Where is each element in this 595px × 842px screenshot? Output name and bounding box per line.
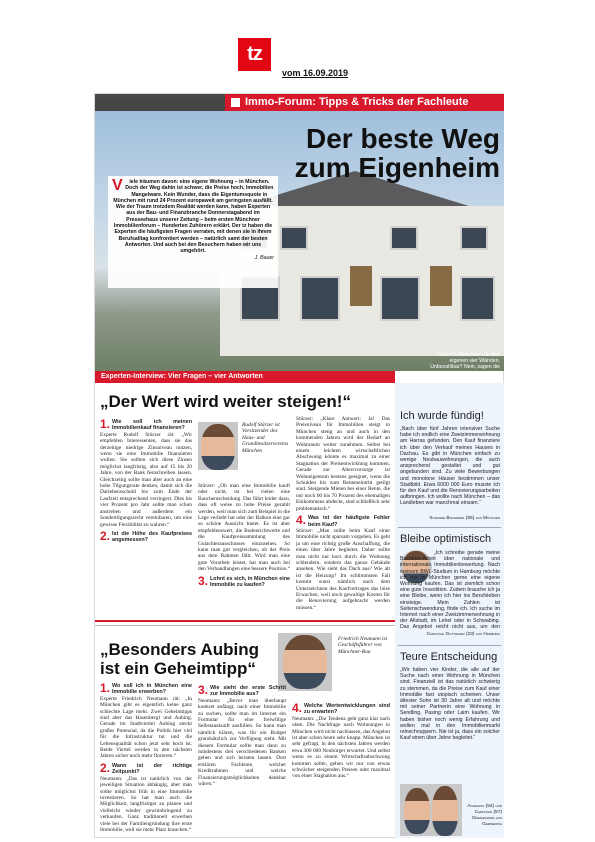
answer: Neumann: „Die Tendenz geht ganz klar nach oben. Die Nachfrage nach Wohnungen in München wird nicht nachlassen, das Angebot ist aber schon heute sehr knapp. München ist sehr gefragt, in den nächsten Jahren werden etwa 300 000 Neubürger erwartet. Und selbst wenn es zu einem Wirtschaftsabschwung kommen sollte, gehen wir nur von etwas schwächer steigenden Preisen oder maximal von einer Stagnation aus.“	[292, 715, 390, 780]
headline	[236, 124, 500, 182]
hero-caption-text: Leben in München – in den eigenen vier Wänden. Unbezahlbar? Nein, sagen die Experten	[430, 352, 500, 377]
interview2-col3	[292, 700, 390, 836]
headline-line-2: zum Eigenheim	[294, 152, 500, 183]
answer: Stürzer: „Man sollte beim Kauf einer Immobilie nicht sparsam vorgehen. Es geht ja um eine richtig große Anschaffung, die einen über Jahre begleitet. Daher sollte man nicht nur kurz durch die Wohnung schlendern, sondern das ganze Gebäude ansehen. Wie sieht das Dach aus? Wie alt ist die Heizung? Im schlimmsten Fall kommt sonst nämlich nach dem Unterzeichnen des Kaufvertrages das böse Erwachen, weil noch gewaltige Kosten für die Renovierung aufgebracht werden müssen.“	[296, 527, 390, 611]
answer: Stürzer: „Ob man eine Immobilie kauft oder nicht, ist bei vielen eine Bauchentscheidung. Das führt leider dazu, dass oft weise zu hohe Preise gezahlt werden, weil man sich zum Beispiel in die Lage verliebt hat oder der Balkon eine gar so schöne Aussicht bietet. Es ist aber empfehlenswert, die Bodenrichtwerte und die Kaufpreissammlung des Gutachterausschusses einzusehen. So kann man gut vergleichen, ob der Preis aus dem Rahmen fällt. Wird man eine gute Vorarbeit leistet, hat man auch bei den Verhandlungen eine bessere Position.“	[198, 483, 290, 573]
sidebar-title-1: Ich wurde fündig!	[400, 410, 484, 422]
interview2-headline-line-1: „Besonders Aubing	[100, 640, 259, 659]
interview2-headline-line-2: ist ein Geheimtipp“	[100, 659, 256, 678]
section-divider	[95, 620, 395, 622]
window	[460, 276, 495, 321]
hero-caption	[424, 352, 500, 383]
window	[300, 276, 340, 321]
question: 2. Ist die Höhe des Kaufpreises angemessen?	[100, 528, 192, 544]
intro-dropcap: V	[112, 177, 123, 194]
interview2-col2	[198, 682, 286, 836]
section-header: Immo-Forum: Tipps & Tricks der Fachleute	[225, 94, 504, 111]
sidebar-title-2: Bleibe optimistisch	[400, 533, 492, 545]
couple-photo	[400, 784, 462, 836]
section-divider	[95, 625, 395, 626]
question: 4. Was ist der häufigste Fehler beim Kauf?	[296, 513, 390, 528]
question: 3. Wie sieht der erste Schritt zur Immobilie aus?	[198, 683, 286, 698]
portrait-caption: Rudolf Stürzer ist Vorsitzender des Haus- und Grundbesitzervereins München	[242, 422, 289, 454]
photo-credit: F. Schmidbuber	[470, 376, 500, 382]
publication-date: vom 16.09.2019	[282, 68, 349, 78]
question: 4. Welche Wertentwicklungen sind zu erwarten?	[292, 701, 390, 716]
intro-box	[108, 176, 278, 288]
sidebar-text-2: „Ich schreibe gerade meine Bachelor-Arbeit über nationale und internationale Immobilienbewertung. Nach meinem BWL-Studium in Hamburg möchte ich mir in München gerne eine eigene Wohnung kaufen. Das ist ziemlich schon eine gute Investition. Zudem brauche ich ja eine Bleibe, wenn ich hier ins Berufsleben einsteige. Mein Zahlen ist Seitenschwendung, finde ich. Ich suche im Internet nach einer Zweizimmerwohnung in der Altstadt, im Lehel oder in Schwabing. Das Angebot reicht nicht aus, um den	[400, 550, 500, 630]
question: 1. Wo soll ich in München eine Immobilie erwerben?	[100, 681, 192, 696]
headline-line-1: Der beste Weg	[306, 123, 500, 154]
window	[390, 226, 418, 250]
interview2-col1	[100, 680, 192, 836]
answer: Stürzer: „Klare Antwort: Ja! Das Preisniveau für Immobilien steigt in München stetig an und auch in den kommenden Jahren wird der Bedarf an Wohnraum weiter zunehmen. Selbst bei einem leichten wirtschaftlichen Abschwung könnte es maximal zu einer Stagnation der Preisentwicklung kommen. Gerade zur Altersvorsorge ist Wohneigentum bestens geeignet, wenn die Schulden bis zum Renteneintritt getilgt sind. Steigende Mieten bei einer Rente, die nur noch 60 bis 70 Prozent des ehemaligen Einkommens abdeckt, sind schließlich sehr problematisch.“	[296, 416, 390, 512]
sidebar-text-3: „Wir haben vier Kinder, die alle auf der Suche nach einer Wohnung in München sind. Finanziell ist das natürlich schwierig zu stemmen, da die Preise zum Kauf einer Immobilie fast utopisch scheinen. Unser ältester Sohn ist 30 Jahre alt und möchte mit seiner Partnerin eine Wohnung in Sendling, Pasing oder Laim kaufen. Wir haben bisher noch wenig Erfahrung und wollen mal in den Immobilienmarkt reinschnuppern. Nie ist ja, dass ein solcher Kauf einen über Jahre begleitet.“	[400, 667, 500, 742]
answer: Neumann: „Das ist natürlich von der jeweiligen Situation abhängig, aber man sollte möglichst früh in eine Immobilie investieren. So hat man auch die Möglichkeit, langfristiger zu planen und vielleicht wieder gewinnbringend zu verkaufen. Ganz traditionell erwerben viele bei der Familiengründung ihre erste Immobilie, weil sie mehr Platz brauchen.“	[100, 775, 192, 833]
person-photo	[432, 786, 458, 836]
window	[380, 276, 420, 321]
person-photo	[201, 424, 235, 470]
window	[460, 226, 488, 250]
interview1-col3	[296, 416, 390, 616]
question: 3. Lohnt es sich, in München eine Immobilie zu kaufen?	[198, 573, 290, 589]
wood-panel	[350, 266, 372, 306]
answer: Experte Rudolf Stürzer rät: „Wir empfehlen Interessenten, dass sie das derzeitige niedrige Zinsniveau nutzen, wenn sie eine Immobilie finanzieren wollen. Sie sollten sich diese Zinsen möglichst langfristig, also auf 15 bis 20 Jahre, von der Bank festschreiben lassen. Gleichzeitig sollte man aber auch an eine hohe Tilgungsrate denken, damit sich die Darlehensschuld bis zum Ende der Laufzeit entsprechend verringert. Dies bis vier Prozent pro Jahr sollte man schon anstreben und außerdem ein Sondertilgungsrecht vereinbaren, um eine gewisse Flexibilität zu wahren.“	[100, 431, 192, 528]
tz-logo: tz	[238, 38, 271, 71]
interview2-headline	[100, 640, 300, 678]
intro-author: J. Bauer	[254, 254, 274, 261]
question: 1. Wie soll ich meinen Immobilienkauf finanzieren?	[100, 417, 192, 432]
sidebar-signature-1: Susanne Brandner (55) aus München	[429, 516, 500, 521]
person-photo	[404, 788, 430, 834]
interview1-headline: „Der Wert wird weiter steigen!“	[100, 392, 351, 411]
window	[280, 226, 308, 250]
sidebar-divider	[398, 645, 501, 646]
sidebar-text-1: „Nach über fünf Jahren intensiver Suche habe ich endlich eine Zweizimmerwohnung am Harras gefunden. Den Kauf finanziere ich über den Verkauf meines Hauses in Dachau. Es gibt in München einfach zu wenige Neubauwohnungen, die auch ansprechend gestaltet und gut angebunden sind. Zu viele Bewerbungen und monotone Häuser bestimmen unser Stadtbild. Etwa 6000 000 Euro musste ich für den Kauf und die Renovierungsarbeiten aufbringen. Ich wollte nach München – das Landleben war manchmal einsam.“	[400, 426, 500, 507]
stuerzer-portrait	[198, 422, 238, 470]
sidebar-divider	[398, 527, 501, 528]
sidebar-signature-2: Christian Gottinger (23) aus Hamburg	[426, 632, 500, 637]
interview1-col1	[100, 416, 192, 544]
portrait-caption-2: Friedrich Neumann ist Geschäftsführer von Münchner-Bau	[338, 636, 388, 655]
sidebar-title-3: Teure Entscheidung	[400, 651, 498, 663]
question: 2. Wann ist der richtige Zeitpunkt?	[100, 760, 192, 776]
answer: Neumann: „Bevor man überhaupt konkret anfängt, nach einer Immobilie zu suchen, sollte man im Internet ein Formular für eine freiwillige Selbstauskunft ausfüllen. So kann man nämlich klären, was für ein Budget grundsätzlich zur Verfügung steht. Mit diesem Formular sollte man dann zu mindestens drei verschiedenen Banken gehen und sich beraten lassen. Dort erklären Fachleute, welcher Kreditrahmen und welche Finanzierungsmöglichkeiten denkbar wären.“	[198, 697, 286, 788]
intro-text: iele träumen davon: eine eigene Wohnung – in München. Doch der Weg dahin ist schwer, die Preise hoch, Immobilien Mangelware. Kein Wunder, dass die Eigentumsquote in München mit rund 24 Prozent europaweit am geringsten ausfällt. Wie der Traum trotzdem Realität werden kann, haben Experten aus der Bau- und Finanzbranche Donnerstagabend im Presseehaus unserer Zeitung – beim ersten Münchner Immobilienforum – Hunderten Zuhörern erklärt. Der tz haben die Experten die häufigsten Fragen verraten, mit denen sie in ihrem Berufsalltag konfrontiert werden – natürlich samt der besten Antworten. Und auch bei den Besuchern haben wir uns umgehört.	[113, 179, 274, 255]
interview1-col2	[198, 483, 290, 613]
sidebar-signature-3: Annegina (54) und Christian (57) Dreshnsder aus Germering	[467, 804, 502, 827]
interview-bar: Experten-Interview: Vier Fragen – vier Antworten	[95, 371, 395, 383]
neumann-portrait	[278, 633, 332, 691]
wood-panel	[430, 266, 452, 306]
person-photo	[283, 635, 327, 689]
answer: Experte Friedrich Neumann rät: „In München gibt es eigentlich keine ganz schlechte Lage mehr. Zwei Geheimtipps sind aber das Hasenbergl und Aubing. Gerade im Stadtviertel Aubing steckt großes Potenzial, da die Politik hier viel für die Infrastruktur tut und die Lebensqualität schon jetzt sehr hoch ist. Beide Viertel werden in den nächsten Jahren sicher noch mehr florieren.“	[100, 695, 192, 760]
